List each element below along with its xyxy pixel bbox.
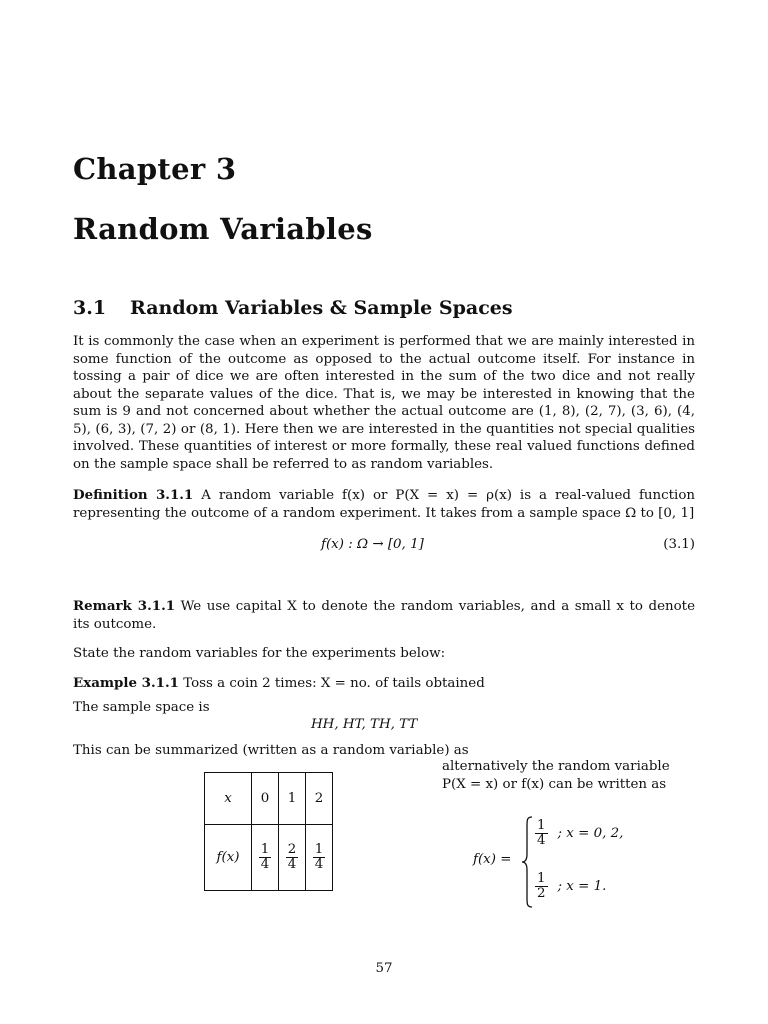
equation-tag: (3.1) xyxy=(663,537,695,552)
example-block xyxy=(73,675,695,693)
equation-body: f(x) : Ω → [0, 1] xyxy=(321,537,424,552)
distribution-table xyxy=(204,772,333,891)
table-row xyxy=(205,825,333,891)
table-cell-fx xyxy=(306,825,333,891)
piecewise-function xyxy=(473,816,703,908)
remark-block xyxy=(73,598,695,633)
left-brace-icon xyxy=(521,816,533,908)
piecewise-case xyxy=(535,872,606,901)
piecewise-case xyxy=(535,819,623,848)
definition-block xyxy=(73,487,695,522)
example-text: Toss a coin 2 times: X = no. of tails obtained xyxy=(183,676,485,691)
section-number: 3.1 xyxy=(73,297,107,319)
piecewise-lhs: f(x) = xyxy=(473,852,512,867)
table-header-x: x xyxy=(205,773,252,825)
summary-line: This can be summarized (written as a random variable) as xyxy=(73,743,469,758)
remark-text: We use capital X to denote the random variables, and a small x to denote its outcome. xyxy=(73,599,695,632)
case-condition: ; x = 1. xyxy=(557,879,607,894)
definition-text: A random variable f(x) or P(X = x) = ρ(x) is a real-valued function representing the outcome of a random experiment. It takes from a sample space Ω to [0, 1] xyxy=(73,488,696,521)
sample-space: HH, HT, TH, TT xyxy=(311,717,418,732)
table-cell-x: 2 xyxy=(306,773,333,825)
chapter-title: Random Variables xyxy=(73,212,373,246)
document-page xyxy=(73,0,695,1024)
definition-label: Definition 3.1.1 xyxy=(73,487,194,503)
table-row xyxy=(205,773,333,825)
section-title: Random Variables & Sample Spaces xyxy=(130,297,513,319)
fraction: $\frac{1}{4}$ xyxy=(260,842,270,872)
table-cell-x: 1 xyxy=(279,773,306,825)
fraction: $\frac{2}{4}$ xyxy=(287,842,297,872)
table-cell-fx xyxy=(252,825,279,891)
state-line: State the random variables for the experiments below: xyxy=(73,646,446,661)
table-cell-x: 0 xyxy=(252,773,279,825)
section-heading xyxy=(73,297,513,319)
page-number: 57 xyxy=(375,961,393,976)
fraction: $\frac{1}{4}$ xyxy=(537,818,546,848)
chapter-label: Chapter 3 xyxy=(73,152,237,186)
case-condition: ; x = 0, 2, xyxy=(557,826,624,841)
intro-paragraph: It is commonly the case when an experiment is performed that we are mainly interested in some function of the outcome as opposed to the actual outcome itself. For instance in tossing a pair of dice we are often interested in the sum of the two dice and not really about the separate values of the dice. That is, we may be interested in knowing that the sum is 9 and not concerned about whether the actual outcome are (1, 8), (2, 7), (3, 6), (4, 5), (6, 3), (7, 2) or (8, 1). Here then we are interested in the quantities not special qualities involved. These quantities of interest or more formally, these real valued functions defined on the sample space shall be referred to as random variables. xyxy=(73,334,695,472)
table-header-fx: f(x) xyxy=(205,825,252,891)
fraction: $\frac{1}{2}$ xyxy=(537,871,546,901)
equation-3-1 xyxy=(73,537,695,555)
sample-space-intro: The sample space is xyxy=(73,700,210,715)
remark-label: Remark 3.1.1 xyxy=(73,598,176,614)
fraction: $\frac{1}{4}$ xyxy=(314,842,324,872)
alternative-text: alternatively the random variable P(X = x) or f(x) can be written as xyxy=(442,759,670,792)
example-label: Example 3.1.1 xyxy=(73,675,179,691)
table-cell-fx xyxy=(279,825,306,891)
